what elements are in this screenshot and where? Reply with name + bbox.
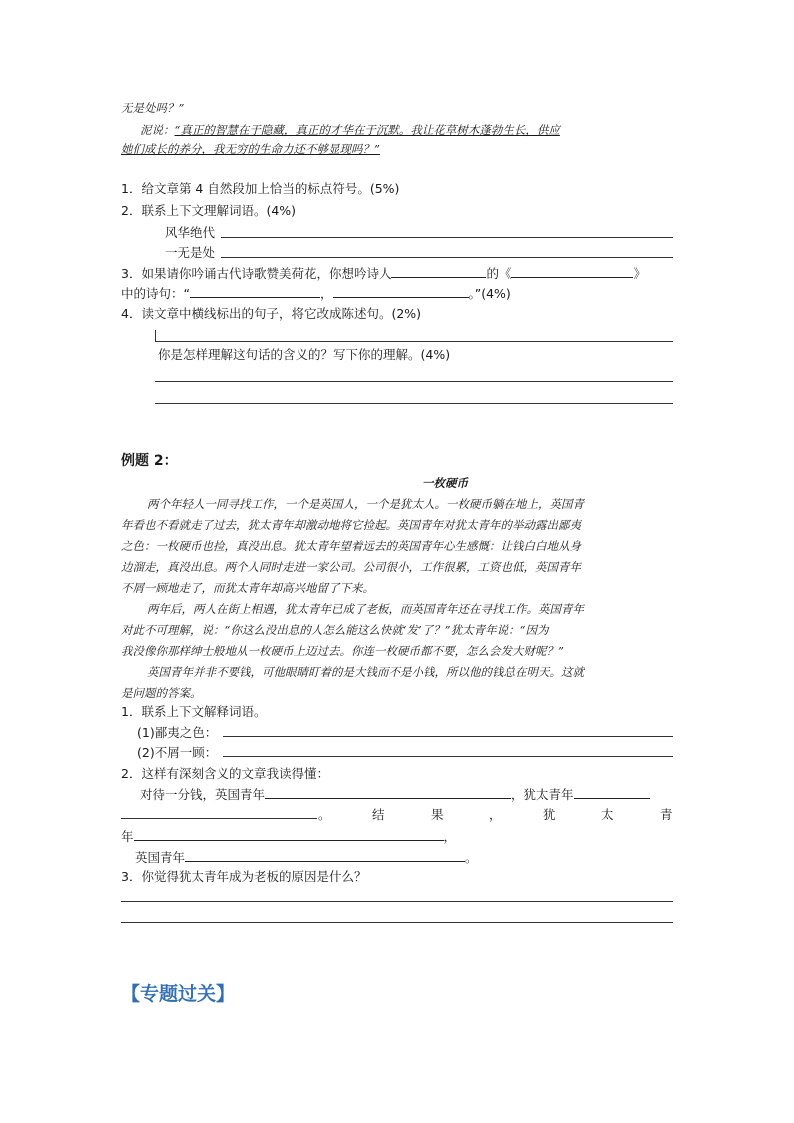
section-title: 【专题过关】 (121, 983, 236, 1005)
passage-line: 两年后，两人在街上相遇，犹太青年已成了老板，而英国青年还在寻找工作。英国青年 (147, 602, 584, 616)
question-text: 的《 (486, 266, 512, 281)
question-text: ， (319, 286, 333, 301)
question-text: 中的诗句：“ (121, 286, 190, 301)
answer-line[interactable] (223, 736, 673, 737)
question-text: 。”(4%) (468, 286, 511, 301)
answer-line[interactable] (223, 756, 673, 757)
question-text: 青 (660, 807, 673, 822)
blank-verse-1[interactable] (190, 284, 320, 298)
question-text: 3．如果请你吟诵古代诗歌赞美荷花，你想吟诗人 (121, 266, 392, 281)
passage-title: 一枚硬币 (422, 476, 468, 490)
answer-line[interactable] (155, 403, 673, 404)
question-text: ， (489, 807, 502, 822)
question-3-line2 (121, 284, 511, 303)
passage-line: 之色：一枚硬币也捡，真没出息。犹太青年望着远去的英国青年心生感慨：让钱白白地从身 (121, 539, 581, 553)
blank-result[interactable] (134, 827, 444, 841)
blank-english-result[interactable] (185, 848, 465, 862)
question-2: 2．联系上下文理解词语。(4%) (121, 203, 297, 218)
passage-quote-line (140, 121, 560, 139)
blank-poet[interactable] (391, 264, 486, 278)
question-3 (121, 264, 646, 283)
question-4: 4．读文章中横线标出的句子，将它改成陈述句。(2%) (121, 306, 422, 321)
question-text: 。 (465, 850, 478, 865)
passage-line: 是问题的答案。 (121, 686, 202, 700)
blank-jewish-attitude[interactable] (574, 785, 650, 799)
question-text: 犹 (543, 807, 556, 822)
question-text: 英国青年 (135, 850, 186, 865)
underlined-sentence: “真正的智慧在于隐藏，真正的才华在于沉默。我让花草树木蓬勃生长，供应 (174, 123, 560, 137)
passage-line: 无是处吗？” (121, 101, 185, 115)
question-2-line4 (135, 848, 478, 867)
vocab-word: 一无是处 (165, 245, 216, 260)
question-text: 结 (372, 807, 385, 822)
answer-line[interactable] (155, 381, 673, 382)
blank-english-attitude[interactable] (265, 785, 511, 799)
question-2-line1 (140, 785, 650, 804)
passage-line: 两个年轻人一同寻找工作，一个是英国人，一个是犹太人。一枚硬币躺在地上，英国青 (147, 497, 584, 511)
question-1: 1．给文章第 4 自然段加上恰当的标点符号。(5%) (121, 181, 400, 196)
answer-line[interactable] (155, 341, 673, 342)
answer-line[interactable] (121, 922, 673, 923)
question-text: 》 (633, 266, 646, 281)
question-2-line3 (121, 827, 456, 846)
question-text: 对待一分钱，英国青年 (140, 787, 266, 802)
blank-verse-2[interactable] (333, 284, 469, 298)
question-text: 果 (431, 807, 444, 822)
answer-line[interactable] (221, 257, 673, 258)
vocab-word: (2)不屑一顾： (137, 745, 218, 760)
vocab-word: 风华绝代 (165, 225, 216, 240)
passage-line: 不屑一顾地走了，而犹太青年却高兴地留了下来。 (121, 581, 374, 595)
answer-line[interactable] (121, 818, 317, 819)
question-text: 太 (601, 807, 614, 822)
speaker-label: 泥说： (140, 123, 175, 137)
passage-line: 英国青年并非不要钱，可他眼睛盯着的是大钱而不是小钱，所以他的钱总在明天。这就 (147, 665, 584, 679)
question-text: ，犹太青年 (511, 787, 574, 802)
passage-line: 年看也不看就走了过去，犹太青年却激动地将它捡起。英国青年对犹太青年的举动露出鄙夷 (121, 518, 581, 532)
example-heading: 例题 2： (121, 453, 178, 469)
passage-line: 我没像你那样绅士般地从一枚硬币上迈过去。你连一枚硬币都不要，怎么会发大财呢？” (121, 644, 564, 658)
question-4-sub: 你是怎样理解这句话的含义的？写下你的理解。(4%) (158, 347, 451, 362)
answer-line[interactable] (221, 237, 673, 238)
question-1: 1．联系上下文解释词语。 (121, 704, 267, 719)
underlined-sentence: 她们成长的养分，我无穷的生命力还不够显现吗？” (121, 142, 380, 156)
blank-poem-title[interactable] (511, 264, 633, 278)
question-text: 。 (318, 807, 331, 822)
vocab-word: (1)鄙夷之色： (137, 725, 218, 740)
answer-line[interactable] (121, 901, 673, 902)
passage-line: 对此不可理解，说：“你这么没出息的人怎么能这么快就‘发’了？”犹太青年说：“因为 (121, 623, 549, 637)
question-text: 年 (121, 829, 134, 844)
question-2: 2．这样有深刻含义的文章我读得懂： (121, 766, 329, 781)
passage-line: 边溜走，真没出息。两个人同时走进一家公司。公司很小，工作很累，工资也低，英国青年 (121, 560, 581, 574)
question-text: ， (443, 829, 457, 844)
question-3: 3．你觉得犹太青年成为老板的原因是什么？ (121, 869, 367, 884)
